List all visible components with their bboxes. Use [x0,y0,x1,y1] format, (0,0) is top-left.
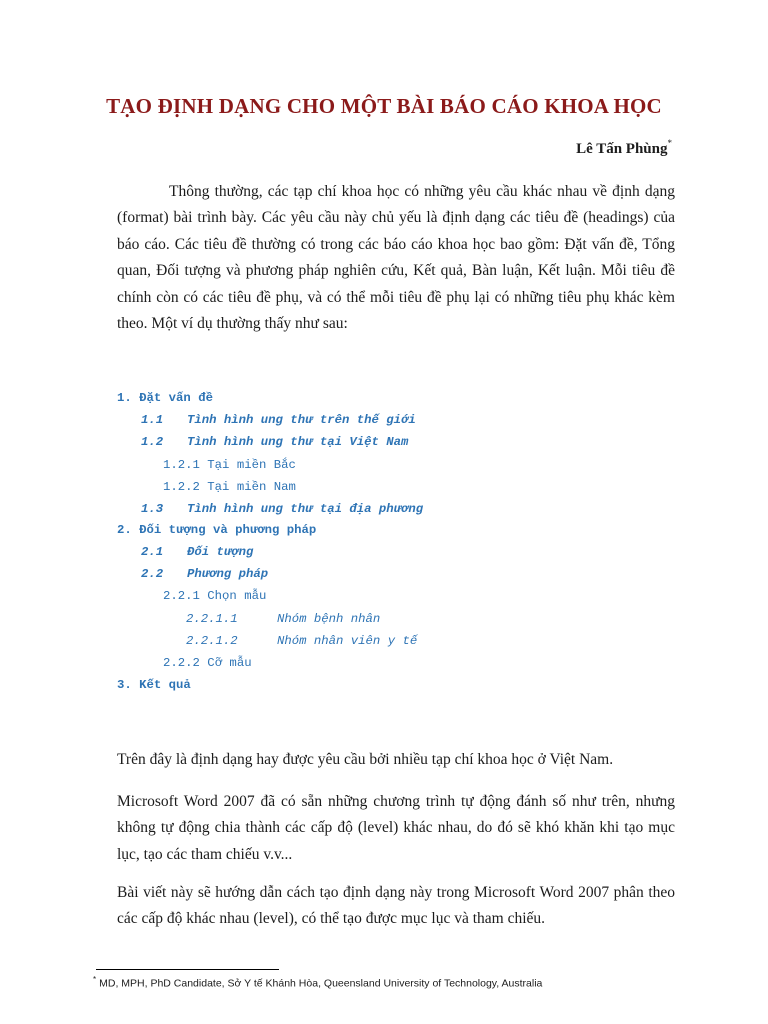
outline-item [163,455,296,475]
outline-number: 1.3 [141,502,164,516]
outline-number: 2.1 [141,545,164,559]
outline-number: 2.2.1.1 [186,612,238,626]
outline-text: Nhóm nhân viên y tế [277,634,418,648]
outline-item [141,410,416,430]
outline-text: Tại miền Nam [207,480,296,494]
outline-item [186,631,417,651]
outline-item [186,609,380,629]
outline-text: Tình hình ung thư tại Việt Nam [187,435,409,449]
footnote-text: MD, MPH, PhD Candidate, Sở Y tế Khánh Hòa, Queensland University of Technology, Australia [99,977,543,990]
outline-item [141,564,268,584]
outline-text: Cỡ mẫu [207,656,252,670]
outline-item [141,432,408,452]
outline-text: Tình hình ung thư tại địa phương [187,502,424,516]
body-paragraph: Bài viết này sẽ hướng dẫn cách tạo định dạng này trong Microsoft Word 2007 phân theo các cấp độ khác nhau (level), có thể tạo được mục lục và tham chiếu. [117,884,675,928]
outline-text: Tình hình ung thư trên thế giới [187,413,416,427]
outline-text: Đối tượng và phương pháp [139,523,317,537]
outline-number: 2.2.2 [163,656,200,670]
outline-item [141,499,423,519]
outline-number: 2.2.1 [163,589,200,603]
outline-item [163,586,266,606]
outline-number: 3. [117,678,132,692]
outline-number: 1.2 [141,435,164,449]
outline-item [117,388,213,408]
outline-item [141,542,253,562]
outline-text: Phương pháp [187,567,269,581]
document-title: TẠO ĐỊNH DẠNG CHO MỘT BÀI BÁO CÁO KHOA HỌC [106,94,662,118]
outline-number: 2. [117,523,132,537]
author-name: Lê Tấn Phùng [576,141,668,157]
outline-text: Đặt vấn đề [139,391,213,405]
outline-text: Đối tượng [187,545,254,559]
outline-number: 2.2.1.2 [186,634,238,648]
outline-number: 1.2.2 [163,480,200,494]
outline-number: 1. [117,391,132,405]
outline-text: Nhóm bệnh nhân [277,612,381,626]
author-line [576,138,672,158]
outline-item [117,520,316,540]
intro-paragraph: Thông thường, các tạp chí khoa học có những yêu cầu khác nhau về định dạng (format) bài trình bày. Các yêu cầu này chủ yếu là định dạng các tiêu đề (headings) của báo cáo. Các tiêu đề thường có trong các báo cáo khoa học bao gồm: Đặt vấn đề, Tổng quan, Đối tượng và phương pháp nghiên cứu, Kết quả, Bàn luận, Kết luận. Mỗi tiêu đề chính còn có các tiêu đề phụ, và có thể mỗi tiêu đề phụ lại có những tiêu phụ khác kèm theo. Một ví dụ thường thấy như sau: [117,183,675,333]
outline-number: 1.1 [141,413,164,427]
outline-item [163,653,252,673]
author-footnote-marker: * [667,138,672,148]
body-paragraph: Microsoft Word 2007 đã có sẵn những chương trình tự động đánh số như trên, nhưng không tự động chia thành các cấp độ (level) khác nhau, do đó sẽ khó khăn khi tạo mục lục, tạo các tham chiếu v.v... [117,793,675,863]
outline-item [163,477,296,497]
body-paragraph: Trên đây là định dạng hay được yêu cầu bởi nhiều tạp chí khoa học ở Việt Nam. [117,751,614,768]
outline-item [117,675,191,695]
outline-number: 1.2.1 [163,458,200,472]
footnote-marker: * [93,975,97,984]
outline-text: Tại miền Bắc [207,458,296,472]
footnote-divider [96,969,279,970]
outline-text: Chọn mẫu [207,589,267,603]
outline-number: 2.2 [141,567,164,581]
footnote [93,975,713,990]
outline-text: Kết quả [139,678,191,692]
